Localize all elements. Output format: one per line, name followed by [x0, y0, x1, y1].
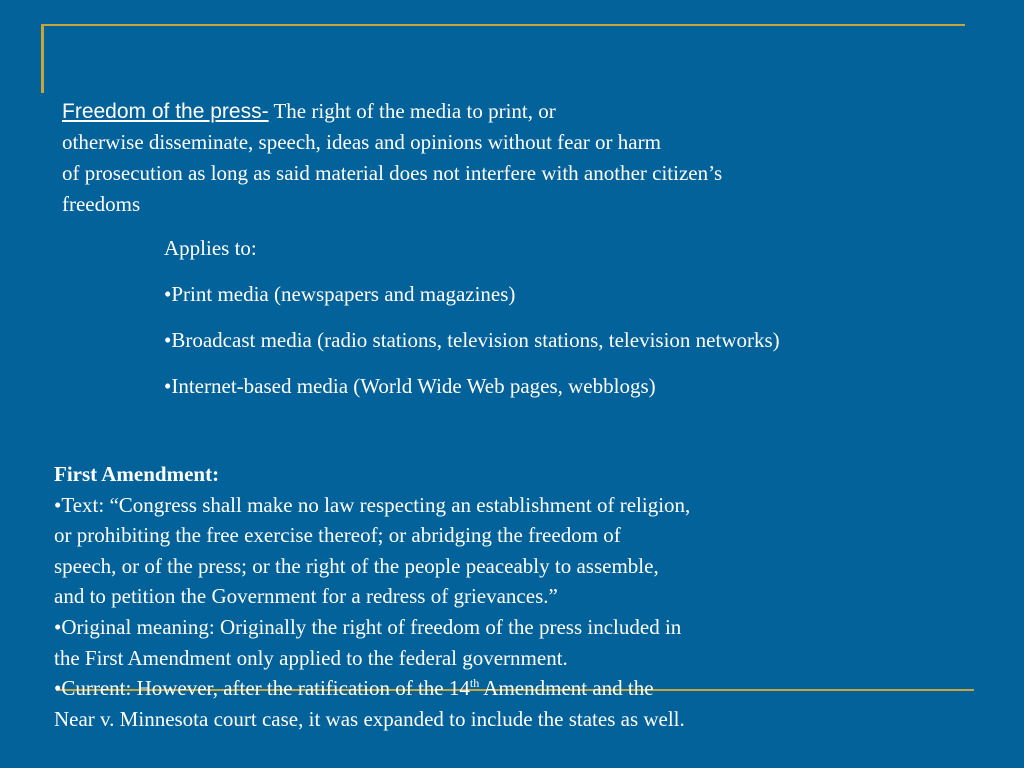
applies-heading: Applies to:	[164, 236, 257, 260]
amendment-text-line-2: or prohibiting the free exercise thereof; or abridging the freedom of	[54, 523, 621, 548]
current-line-1	[54, 673, 984, 704]
first-amendment-block	[54, 459, 984, 734]
original-meaning-line-1: •Original meaning: Originally the right of freedom of the press included in	[54, 614, 682, 639]
left-accent-rule	[41, 25, 44, 93]
definition-line-3: of prosecution as long as said material does not interfere with another citizen’s	[62, 161, 723, 185]
current-text-b: Amendment and the	[479, 676, 654, 701]
amendment-heading: First Amendment:	[54, 462, 220, 486]
applies-item-broadcast: •Broadcast media (radio stations, television stations, television networks)	[164, 328, 780, 352]
definition-block	[62, 96, 992, 220]
amendment-text-line-3: speech, or of the press; or the right of the people peaceably to assemble,	[54, 553, 659, 578]
definition-text-1: The right of the media to print, or	[273, 99, 556, 123]
definition-term: Freedom of the press-	[62, 100, 269, 123]
applies-item-print: •Print media (newspapers and magazines)	[164, 282, 516, 306]
top-accent-rule	[41, 24, 965, 26]
definition-line-1	[62, 96, 992, 127]
applies-item-internet: •Internet-based media (World Wide Web pages, webblogs)	[164, 374, 656, 398]
definition-line-2: otherwise disseminate, speech, ideas and opinions without fear or harm	[62, 130, 661, 154]
amendment-text-line-4: and to petition the Government for a redress of grievances.”	[54, 584, 558, 609]
current-text-a: •Current: However, after the ratification of the 14	[54, 676, 470, 701]
ordinal-superscript: th	[469, 676, 480, 691]
definition-line-4: freedoms	[62, 192, 141, 216]
current-line-2: Near v. Minnesota court case, it was expanded to include the states as well.	[54, 706, 685, 731]
amendment-text-line-1: •Text: “Congress shall make no law respecting an establishment of religion,	[54, 492, 691, 517]
applies-to-list	[164, 234, 904, 418]
original-meaning-line-2: the First Amendment only applied to the federal government.	[54, 645, 568, 670]
